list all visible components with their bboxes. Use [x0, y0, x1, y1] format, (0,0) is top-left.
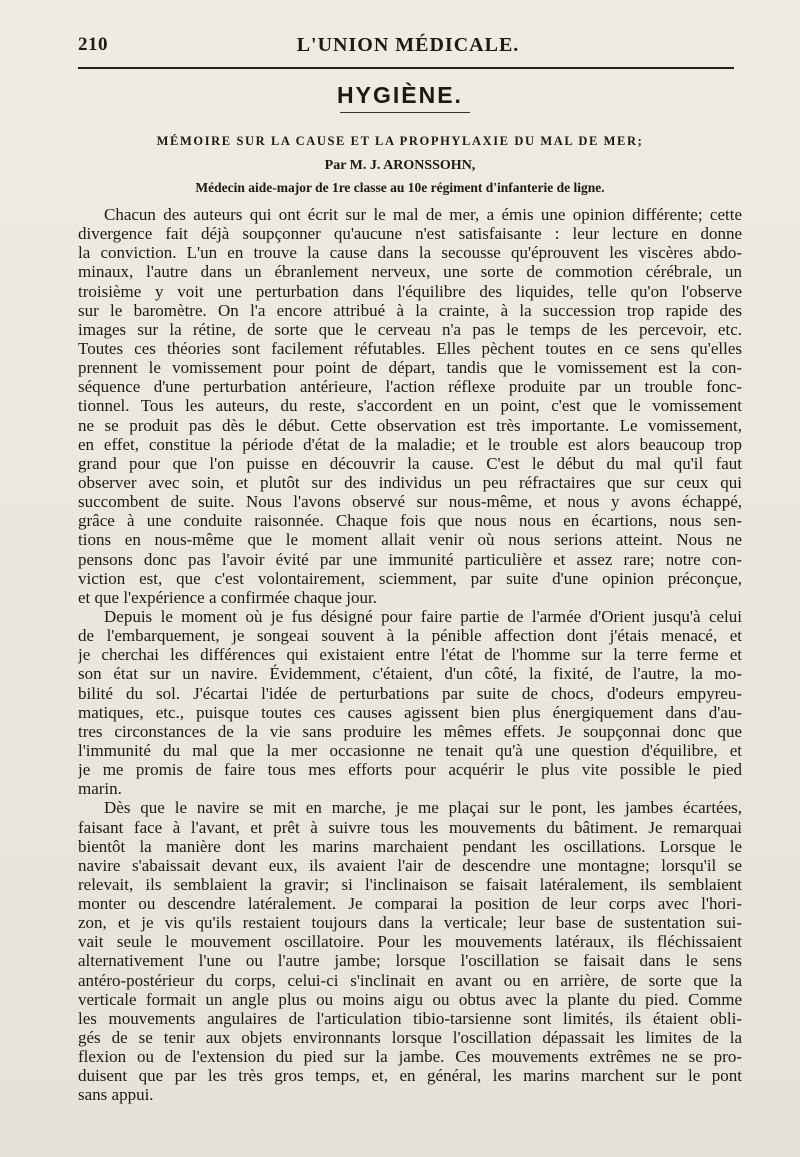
text-line: alternativement l'une ou l'autre jambe; lorsque l'oscillation se faisait dans le sens: [78, 951, 742, 971]
text-line: Toutes ces théories sont facilement réfutables. Elles pèchent toutes en ce sens qu'elles: [78, 338, 742, 358]
text-line: ne se produit pas dès le début. Cette observation est très importante. Le vomissement,: [78, 415, 742, 435]
header-rule: [78, 67, 734, 69]
text-line: de l'embarquement, je songeai souvent à la pénible affection dont j'étais menacé, et: [78, 626, 742, 646]
text-line: je me promis de faire tous mes efforts pour acquérir le plus vite possible le pied: [78, 760, 742, 780]
text-line: minaux, l'autre dans un ébranlement nerveux, une sorte de commotion cérébrale, un: [78, 262, 742, 282]
text-line: et que l'expérience a confirmée chaque jour.: [78, 587, 377, 607]
text-line: monter ou descendre latéralement. Je comparai la position de leur corps avec l'hori-: [78, 894, 742, 914]
article-title: MÉMOIRE SUR LA CAUSE ET LA PROPHYLAXIE DU MAL DE MER;: [156, 134, 644, 148]
text-line: tions en nous-même que le moment allait venir où nous serions atteint. Nous ne: [78, 530, 742, 550]
running-head: L'UNION MÉDICALE.: [296, 34, 520, 56]
text-line: bientôt la manière dont les marins marchaient pendant les oscillations. Lorsque le: [78, 836, 742, 856]
paragraph: [78, 205, 742, 607]
text-line: gés de se tenir aux objets environnants lorsque l'oscillation dépassait les limites de la: [78, 1028, 742, 1048]
text-line: relevait, ils semblaient la gravir; si l'inclinaison se faisait latéralement, ils semblaient: [78, 874, 742, 894]
page-header: [78, 34, 738, 64]
text-line: prennent le vomissement pour point de départ, tandis que le vomissement est la con-: [78, 358, 742, 378]
text-line: viction est, que c'est volontairement, sciemment, par suite d'une opinion préconçue,: [78, 568, 742, 588]
text-line: grand pour que l'on puisse en découvrir la cause. C'est le début du mal qu'il faut: [78, 453, 742, 473]
text-line: images sur la rétine, de sorte que le cerveau n'a pas le temps de les percevoir, etc.: [78, 319, 742, 339]
text-line: duisent que par les très gros temps, et, en général, les marins marchent sur le pont: [78, 1066, 742, 1086]
text-line: navire s'abaissait devant eux, ils avaient l'air de descendre une montagne; lorsqu'il se: [78, 855, 742, 875]
text-line: pensons donc pas l'avoir évité par une immunité particulière et assez rare; notre con-: [78, 549, 742, 569]
article-byline: Par M. J. ARONSSOHN,: [324, 158, 476, 173]
text-line: matiques, etc., puisque toutes ces causes agissent bien plus énergiquement dans d'au-: [78, 702, 742, 722]
section-title: HYGIÈNE.: [337, 82, 463, 108]
page-number: 210: [78, 34, 108, 55]
text-line: antéro-postérieur du corps, celui-ci s'inclinait en avant ou en arrière, de sorte que la: [78, 970, 742, 990]
text-line: l'immunité du mal que la mer occasionne ne tenait qu'à une question d'équilibre, et: [78, 740, 742, 760]
text-line: en effet, constitue la période d'état de la maladie; et le trouble est alors beaucoup trop: [78, 434, 742, 454]
text-line: séquence d'une perturbation antérieure, l'action réflexe produite par un trouble fonc-: [78, 377, 742, 397]
text-line: tionnel. Tous les auteurs, du reste, s'accordent en un point, c'est que le vomissement: [78, 396, 742, 416]
paragraph: [78, 607, 742, 798]
text-line: Dès que le navire se mit en marche, je me plaçai sur le pont, les jambes écartées,: [104, 798, 742, 818]
text-line: grâce à une conduite raisonnée. Chaque fois que nous nous en écartions, nous sen-: [78, 511, 742, 531]
text-line: la conviction. L'un en trouve la cause dans la secousse qu'éprouvent les viscères abdo-: [78, 243, 742, 263]
text-line: son état sur un navire. Évidemment, c'étaient, d'un côté, la fixité, de l'autre, la mo-: [78, 664, 742, 684]
text-line: sur le baromètre. On l'a encore attribué à la crainte, à la succession trop rapide des: [78, 300, 742, 320]
text-line: zon, et je vis qu'ils restaient toujours dans la verticale; leur base de sustentation sui-: [78, 913, 742, 933]
text-line: troisième y voit une perturbation dans l'équilibre des liquides, telle qu'on l'observe: [78, 281, 742, 301]
text-line: les mouvements angulaires de l'articulation tibio-tarsienne sont limités, ils étaient obli-: [78, 1008, 742, 1028]
article-affiliation: Médecin aide-major de 1re classe au 10e régiment d'infanterie de ligne.: [195, 180, 605, 195]
text-line: Depuis le moment où je fus désigné pour faire partie de l'armée d'Orient jusqu'à celui: [104, 606, 742, 626]
text-line: vait seule le mouvement oscillatoire. Pour les mouvements latéraux, ils fléchissaient: [78, 932, 742, 952]
article-body: [78, 205, 742, 1105]
paragraph: [78, 798, 742, 1104]
text-line: faisant face à l'avant, et prêt à suivre tous les mouvements du bâtiment. Je remarquai: [78, 817, 742, 837]
text-line: sans appui.: [78, 1085, 154, 1105]
section-rule: [340, 112, 470, 113]
text-line: succombent de suite. Nous l'avons observé sur nous-même, et nous y avons échappé,: [78, 492, 742, 512]
text-line: verticale formait un angle plus ou moins aigu ou obtus avec la plante du pied. Comme: [78, 989, 742, 1009]
text-line: divergence fait déjà soupçonner qu'aucune n'est satisfaisante : leur lecture en donne: [78, 224, 742, 244]
text-line: marin.: [78, 779, 122, 799]
text-line: flexion ou de l'extension du pied sur la jambe. Ces mouvements extrêmes ne se pro-: [78, 1047, 742, 1067]
text-line: observer avec soin, et plutôt sur des individus un peu réfractaires que sur ceux qui: [78, 472, 742, 492]
text-line: Chacun des auteurs qui ont écrit sur le mal de mer, a émis une opinion différente; cette: [104, 205, 742, 224]
text-line: tres circonstances de la vie sans produire les mêmes effets. Je soupçonnai donc que: [78, 721, 742, 741]
text-line: je cherchai les différences qui existaient entre l'état de l'homme sur la terre ferme et: [78, 645, 742, 665]
text-line: bilité du sol. J'écartai l'idée de perturbations par suite de chocs, d'odeurs empyreu-: [78, 683, 742, 703]
